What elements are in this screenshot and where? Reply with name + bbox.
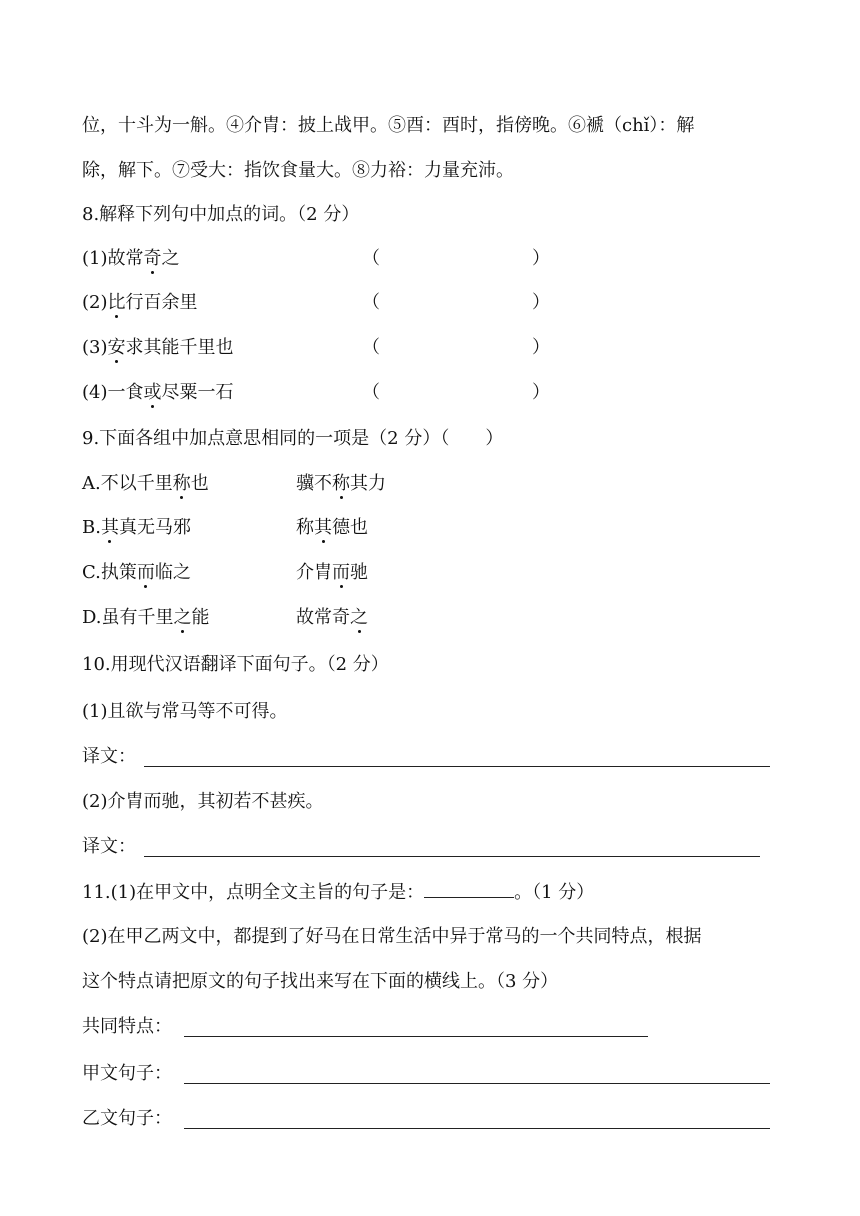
q10-sentence-1: (1)且欲与常马等不可得。 (82, 701, 288, 722)
q11-feature-line[interactable] (184, 1035, 648, 1037)
q8-item-3: (3)安求其能千里也 (82, 337, 234, 358)
q10-answer-label-1: 译文： (82, 746, 136, 767)
q8-item-2: (2)比行百余里 (82, 292, 198, 313)
q9-option-d[interactable]: D.虽有千里之能 故常奇之 (82, 607, 368, 628)
dotted-word: 其 (314, 517, 332, 538)
dotted-word: 其 (100, 517, 119, 538)
note-line-2: 除，解下。⑦受大：指饮食量大。⑧力裕：力量充沛。 (82, 160, 514, 181)
q8-answer-open-2: （ (362, 292, 380, 313)
dotted-word: 或 (143, 382, 162, 403)
q11-yi-line[interactable] (184, 1127, 770, 1129)
dotted-word: 比 (107, 292, 126, 313)
q8-answer-open-1: （ (362, 248, 380, 269)
q9-option-a[interactable]: A.不以千里称也 骥不称其力 (82, 473, 386, 494)
q11-jia-line[interactable] (184, 1082, 770, 1084)
q10-answer-line-2[interactable] (144, 855, 760, 857)
q10-sentence-2: (2)介胄而驰，其初若不甚疾。 (82, 791, 324, 812)
q11-part1: 11.(1)在甲文中，点明全文主旨的句子是： 。（1 分） (82, 879, 594, 905)
dotted-word: 奇 (143, 248, 162, 269)
q8-answer-close-4: ） (532, 382, 550, 403)
q11-part2-line2: 这个特点请把原文的句子找出来写在下面的横线上。（3 分） (82, 971, 559, 992)
q11-yi-label: 乙文句子： (82, 1108, 172, 1129)
dotted-word: 之 (350, 607, 368, 628)
dotted-word: 安 (107, 337, 126, 358)
q11-jia-label: 甲文句子： (82, 1063, 172, 1084)
q9-title: 9.下面各组中加点意思相同的一项是（2 分）（ ） (82, 428, 504, 449)
q8-title: 8.解释下列句中加点的词。（2 分） (82, 204, 360, 225)
q11-part1-blank[interactable] (424, 879, 514, 898)
q10-title: 10.用现代汉语翻译下面句子。（2 分） (82, 654, 389, 675)
q10-answer-line-1[interactable] (144, 765, 770, 767)
q11-feature-label: 共同特点： (82, 1016, 172, 1037)
dotted-word: 之 (173, 607, 192, 628)
dotted-word: 称 (172, 473, 191, 494)
dotted-word: 而 (332, 562, 350, 583)
q10-answer-label-2: 译文： (82, 836, 136, 857)
dotted-word: 称 (332, 473, 350, 494)
q11-part2-line1: (2)在甲乙两文中，都提到了好马在日常生活中异于常马的一个共同特点，根据 (82, 926, 702, 947)
q8-item-1: (1)故常奇之 (82, 248, 180, 269)
q8-answer-close-1: ） (532, 248, 550, 269)
q8-answer-open-4: （ (362, 382, 380, 403)
note-line-1: 位，十斗为一斛。④介胄：披上战甲。⑤酉：酉时，指傍晚。⑥褫（chǐ）：解 (82, 115, 695, 136)
q8-item-4: (4)一食或尽粟一石 (82, 382, 234, 403)
q8-answer-open-3: （ (362, 337, 380, 358)
dotted-word: 而 (136, 562, 155, 583)
q9-option-c[interactable]: C.执策而临之 介胄而驰 (82, 562, 368, 583)
q8-answer-close-2: ） (532, 292, 550, 313)
q8-answer-close-3: ） (532, 337, 550, 358)
q9-option-b[interactable]: B.其真无马邪 称其德也 (82, 517, 368, 538)
